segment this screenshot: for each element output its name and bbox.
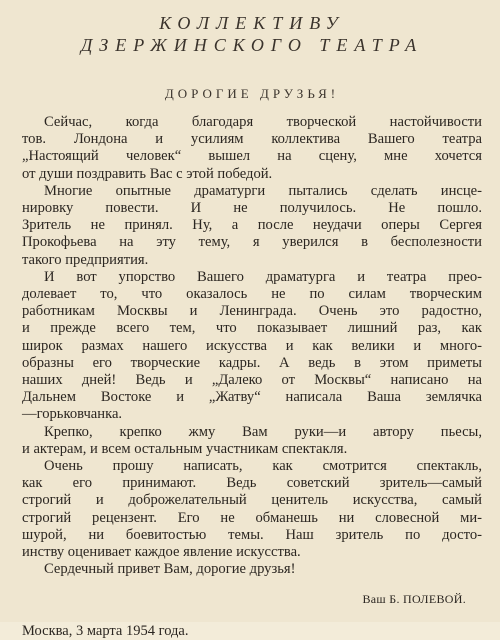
text-line: образны его творческие кадры. А ведь в этом приметы [22, 354, 482, 371]
text-line: Крепко, крепко жму Вам руки—и автору пьесы, [44, 423, 482, 440]
paragraph [22, 114, 482, 183]
text-line: наших дней! Ведь и „Далеко от Москвы“ написано на [22, 372, 482, 389]
paragraph [22, 458, 482, 561]
text-line: как его принимают. Ведь советский зритель—самый [22, 475, 482, 492]
text-line: Очень прошу написать, как смотрится спектакль, [44, 458, 482, 475]
header-line-1: КОЛЛЕКТИВУ [159, 13, 345, 33]
text-line: —горьковчанка. [22, 406, 123, 423]
text-line: и актерам, и всем остальным участникам спектакля. [22, 440, 348, 457]
text-line: строгий и доброжелательный ценитель искусства, самый [22, 492, 482, 509]
dateline: Москва, 3 марта 1954 года. [22, 623, 189, 640]
text-line: широк размах нашего искусства и как велики и много- [22, 337, 482, 354]
paragraph [22, 561, 482, 578]
text-line: Сердечный привет Вам, дорогие друзья! [44, 561, 296, 578]
text-line: Многие опытные драматурги пытались сделать инсце- [44, 182, 482, 199]
text-line: строгий рецензент. Его не обманешь ни словесной ми- [22, 509, 482, 526]
text-line: долевает то, что оказалось не по силам творческим [22, 286, 482, 303]
text-line: Сейчас, когда благодаря творческой настойчивости [44, 114, 482, 130]
text-line: „Настоящий человек“ вышел на сцену, мне хочется [22, 148, 482, 165]
text-line: и прежде всего тем, что показывает лишний раз, как [22, 320, 482, 337]
text-line: Зритель не принял. Ну, а после неудачи оперы Сергея [22, 217, 482, 234]
paragraph [22, 269, 482, 424]
signature: Ваш Б. ПОЛЕВОЙ. [362, 592, 466, 607]
letter-header [22, 12, 482, 56]
text-line: шурой, ни боевитостью темы. Наш зритель по досто- [22, 526, 482, 543]
text-line: И вот упорство Вашего драматурга и театра прео- [44, 268, 482, 285]
text-line: инству оценивает каждое явление искусства. [22, 544, 301, 561]
letter-body [22, 114, 482, 578]
text-line: от души поздравить Вас с этой победой. [22, 165, 273, 182]
paragraph [22, 183, 482, 269]
text-line: Прокофьева на эту тему, я уверился в бесполезности [22, 234, 482, 251]
greeting: ДОРОГИЕ ДРУЗЬЯ! [164, 86, 340, 101]
text-line: Дальнем Востоке и „Жатву“ написала Ваша землячка [22, 389, 482, 406]
text-line: нировку повести. И не получилось. Не пошло. [22, 200, 482, 217]
text-line: тов. Лондона и усилиям коллектива Вашего театра [22, 131, 482, 148]
text-line: такого предприятия. [22, 251, 149, 268]
paragraph [22, 424, 482, 458]
text-line: работникам Москвы и Ленинграда. Очень это радостно, [22, 303, 482, 320]
header-line-2: ДЗЕРЖИНСКОГО ТЕАТРА [80, 35, 424, 55]
